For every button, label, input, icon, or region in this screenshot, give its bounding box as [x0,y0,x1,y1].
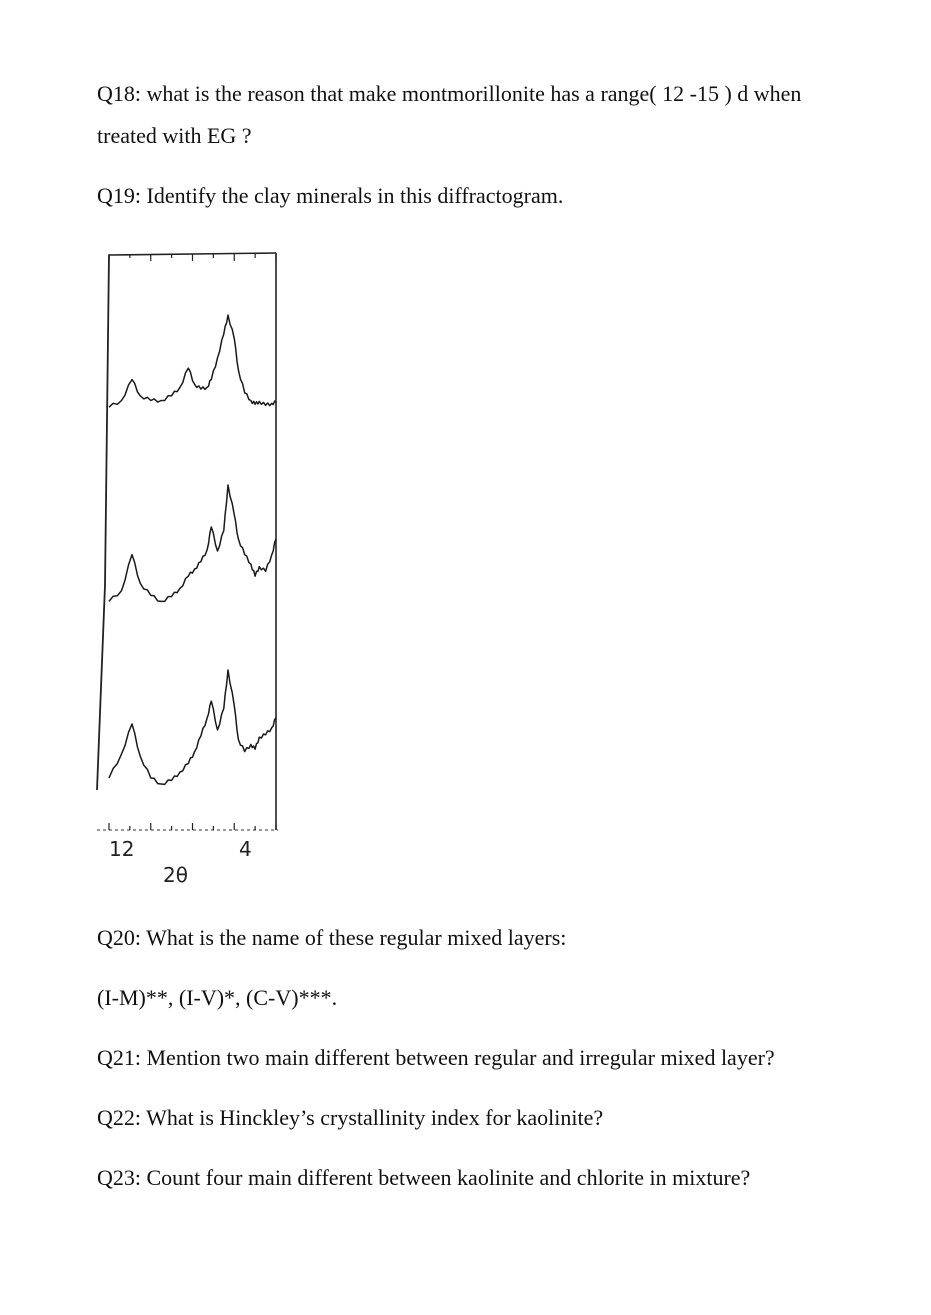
frame-left [97,255,109,790]
x-tick-label-4: 4 [239,837,252,861]
question-23: Q23: Count four main different between kaolinite and chlorite in mixture? [97,1165,751,1190]
question-19: Q19: Identify the clay minerals in this diffractogram. [97,183,564,208]
question-20-mixed-layers: (I-M)**, (I-V)*, (C-V)***. [97,985,338,1010]
question-22: Q22: What is Hinckley’s crystallinity index for kaolinite? [97,1105,604,1130]
question-18-line-2: treated with EG ? [97,123,252,148]
question-18-line-1: Q18: what is the reason that make montmorillonite has a range( 12 -15 ) d when [97,81,802,106]
diffractogram-figure [95,245,285,893]
diffraction-trace-2 [109,485,276,601]
x-tick-label-12: 12 [109,837,135,861]
diffraction-trace-3 [109,670,276,784]
diffractogram-svg [95,245,285,893]
question-20: Q20: What is the name of these regular mixed layers: [97,925,567,950]
bottom-ticks [109,823,276,830]
x-axis-label: 2θ [163,863,188,887]
question-21: Q21: Mention two main different between regular and irregular mixed layer? [97,1045,775,1070]
diffraction-traces [109,315,276,784]
diffraction-trace-1 [109,315,276,407]
